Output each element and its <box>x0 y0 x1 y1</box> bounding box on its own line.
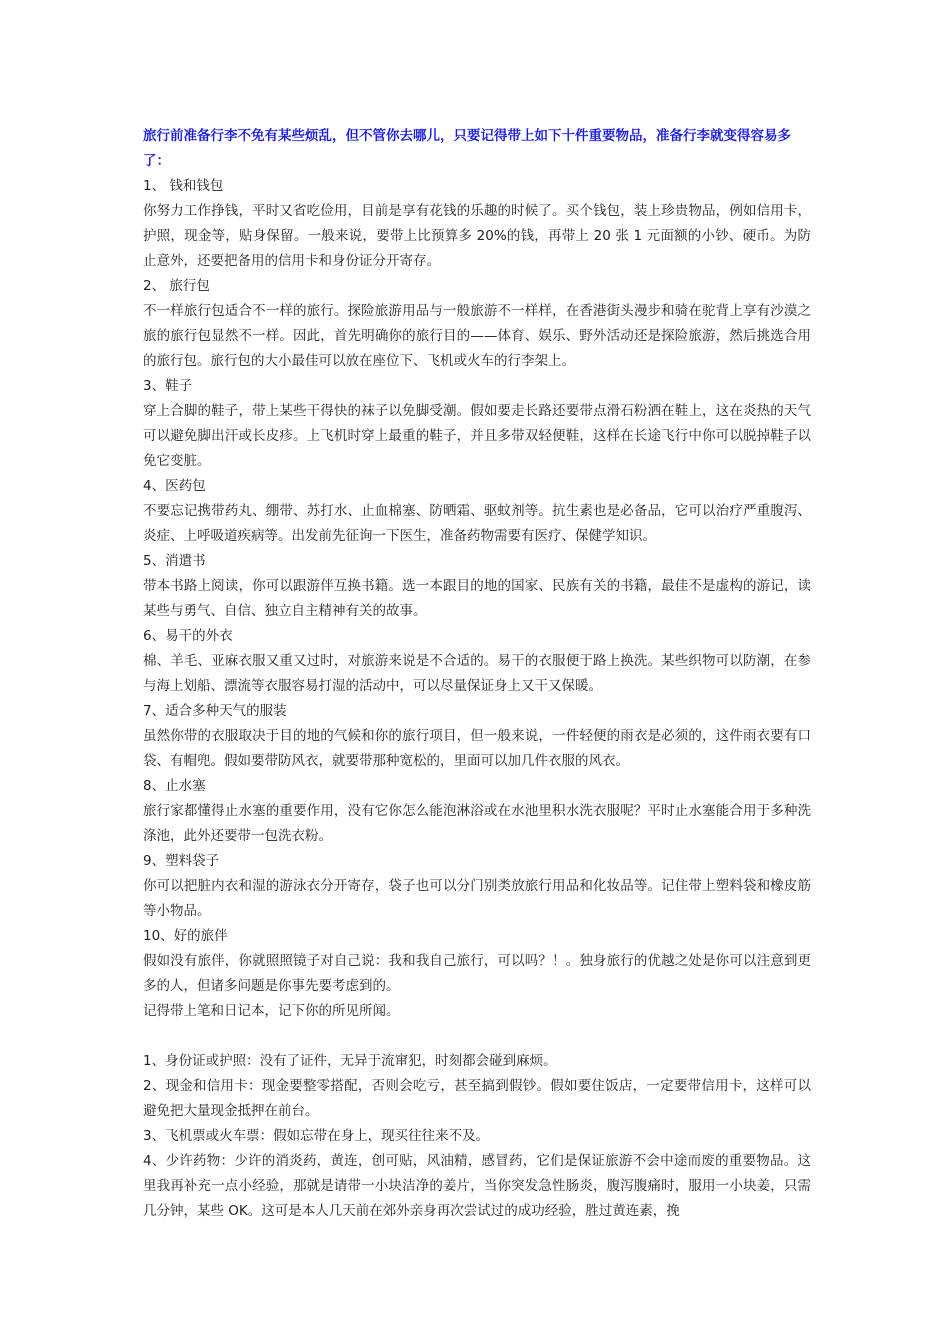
item-text: 你可以把脏内衣和湿的游泳衣分开寄存，袋子也可以分门别类放旅行用品和化妆品等。记住带上塑料袋和橡皮筋等小物品。 <box>143 878 811 919</box>
item-text: 不一样旅行包适合不一样的旅行。探险旅游用品与一般旅游不一样样，在香港街头漫步和骑在驼背上享有沙漠之旅的旅行包显然不一样。因此，首先明确你的旅行目的——体育、娱乐、野外活动还是探险旅游，然后挑选合用的旅行包。旅行包的大小最佳可以放在座位下、飞机或火车的行李架上。 <box>143 303 811 369</box>
item-heading: 5、消遣书 <box>143 553 206 569</box>
item-text: 虽然你带的衣服取决于目的地的气候和你的旅行项目，但一般来说，一件轻便的雨衣是必须的，这件雨衣要有口袋、有帽兜。假如要带防风衣，就要带那种宽松的，里面可以加几件衣服的风衣。 <box>143 728 811 769</box>
item-text: 假如没有旅伴，你就照照镜子对自己说：我和我自己旅行，可以吗？！。独身旅行的优越之处是你可以注意到更多的人，但诸多问题是你事先要考虑到的。 <box>143 953 811 994</box>
checklist-item: 4、少许药物：少许的消炎药，黄连，创可贴，风油精，感冒药，它们是保证旅游不会中途而废的重要物品。这里我再补充一点小经验，那就是请带一小块洁净的姜片，当你突发急性肠炎，腹泻腹痛时，服用一小块姜，只需几分钟，某些 OK。这可是本人几天前在郊外亲身再次尝试过的成功经验，胜过黄连素，挽 <box>143 1153 811 1219</box>
item-text: 不要忘记携带药丸、绷带、苏打水、止血棉塞、防晒霜、驱蚊剂等。抗生素也是必备品，它可以治疗严重腹泻、炎症、上呼吸道疾病等。出发前先征询一下医生，准备药物需要有医疗、保健学知识。 <box>143 503 811 544</box>
item-text: 旅行家都懂得止水塞的重要作用，没有它你怎么能泡淋浴或在水池里积水洗衣服呢？平时止水塞能合用于多种洗涤池，此外还要带一包洗衣粉。 <box>143 803 811 844</box>
checklist-item: 1、身份证或护照：没有了证件，无异于流窜犯，时刻都会碰到麻烦。 <box>143 1053 557 1069</box>
item-heading: 10、好的旅伴 <box>143 928 228 944</box>
item-heading: 2、 旅行包 <box>143 278 210 294</box>
blank-line <box>143 1024 811 1049</box>
item-text: 你努力工作挣钱，平时又省吃俭用，目前是享有花钱的乐趣的时候了。买个钱包，装上珍贵物品，例如信用卡，护照，现金等，贴身保留。一般来说，要带上比预算多 20%的钱，再带上 20 张 1 元面额的小钞、硬币。为防止意外，还要把备用的信用卡和身份证分开寄存。 <box>143 203 811 269</box>
note-text: 记得带上笔和日记本，记下你的所见所闻。 <box>143 1003 400 1019</box>
item-list <box>143 174 811 999</box>
intro-heading: 旅行前准备行李不免有某些烦乱，但不管你去哪儿，只要记得带上如下十件重要物品，准备行李就变得容易多了： <box>143 128 791 169</box>
item-heading: 7、适合多种天气的服装 <box>143 703 287 719</box>
checklist-item: 3、飞机票或火车票：假如忘带在身上，现买往往来不及。 <box>143 1128 490 1144</box>
item-heading: 3、鞋子 <box>143 378 193 394</box>
item-heading: 4、医药包 <box>143 478 206 494</box>
document-page <box>143 124 811 1224</box>
item-text: 棉、羊毛、亚麻衣服又重又过时，对旅游来说是不合适的。易干的衣服便于路上换洗。某些织物可以防潮，在参与海上划船、漂流等衣服容易打湿的活动中，可以尽量保证身上又干又保暖。 <box>143 653 811 694</box>
item-heading: 6、易干的外衣 <box>143 628 233 644</box>
item-heading: 1、 钱和钱包 <box>143 178 224 194</box>
item-text: 穿上合脚的鞋子，带上某些干得快的袜子以免脚受潮。假如要走长路还要带点滑石粉洒在鞋上，这在炎热的天气可以避免脚出汗或长皮疹。上飞机时穿上最重的鞋子，并且多带双轻便鞋，这样在长途飞行中你可以脱掉鞋子以免它变脏。 <box>143 403 811 469</box>
item-heading: 9、塑料袋子 <box>143 853 220 869</box>
item-heading: 8、止水塞 <box>143 778 206 794</box>
item-text: 带本书路上阅读，你可以跟游伴互换书籍。选一本跟目的地的国家、民族有关的书籍，最佳不是虚构的游记，读某些与勇气、自信、独立自主精神有关的故事。 <box>143 578 811 619</box>
checklist <box>143 1049 811 1224</box>
checklist-item: 2、现金和信用卡：现金要整零搭配，否则会吃亏，甚至搞到假钞。假如要住饭店，一定要带信用卡，这样可以避免把大量现金抵押在前台。 <box>143 1078 811 1119</box>
